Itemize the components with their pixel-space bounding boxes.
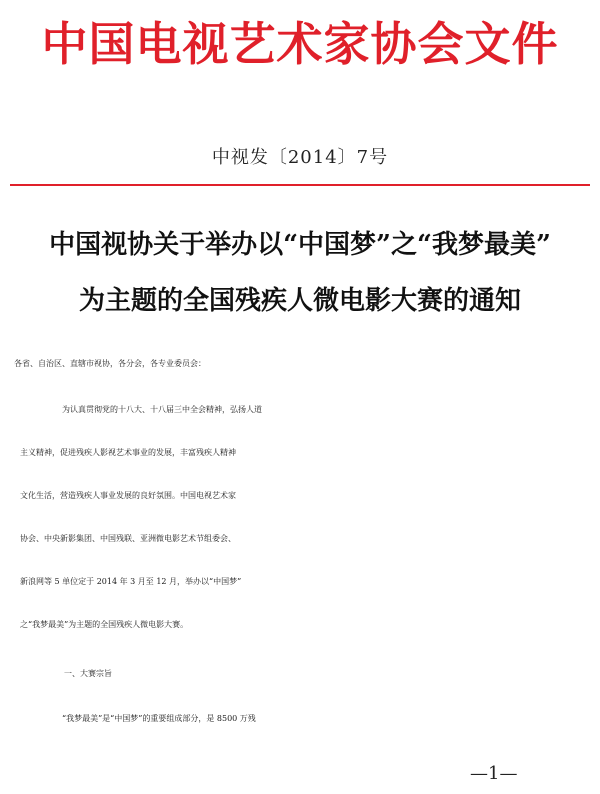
- paragraph-line: 主义精神，促进残疾人影视艺术事业的发展，丰富残疾人精神: [20, 448, 236, 457]
- paragraph-line: “我梦最美”是“中国梦”的重要组成部分，是 8500 万残: [62, 714, 256, 723]
- salutation: 各省、自治区、直辖市视协，各分会，各专业委员会：: [14, 359, 206, 368]
- document-number: 中视发〔2014〕7号: [211, 147, 389, 168]
- document-title-line-1: 中国视协关于举办以“中国梦”之“我梦最美”: [49, 230, 551, 260]
- red-divider-line: [10, 184, 590, 186]
- paragraph-line: 之“我梦最美”为主题的全国残疾人微电影大赛。: [20, 620, 189, 629]
- page-number: —1—: [470, 763, 518, 784]
- paragraph-line: 协会、中央新影集团、中国残联、亚洲微电影艺术节组委会、: [20, 534, 236, 543]
- issuer-masthead: 中国电视艺术家协会文件: [41, 17, 559, 71]
- paragraph-line: 文化生活，营造残疾人事业发展的良好氛围。中国电视艺术家: [20, 491, 236, 500]
- paragraph-line: 新浪网等 5 单位定于 2014 年 3 月至 12 月，举办以“中国梦”: [20, 577, 242, 586]
- paragraph-line: 为认真贯彻党的十八大、十八届三中全会精神，弘扬人道: [62, 405, 262, 414]
- section-heading: 一、大赛宗旨: [64, 669, 112, 678]
- document-title-line-2: 为主题的全国残疾人微电影大赛的通知: [78, 286, 521, 316]
